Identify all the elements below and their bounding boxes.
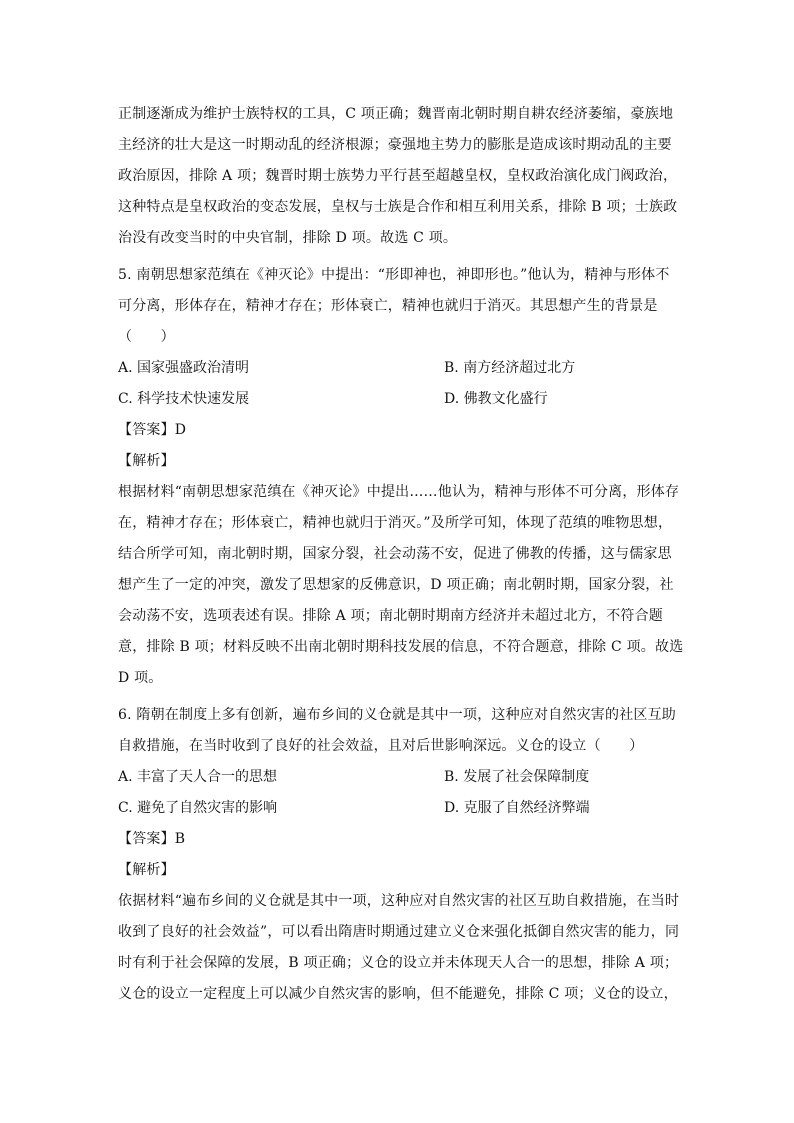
text-line: 5. 南朝思想家范缜在《神灭论》中提出：“形即神也，神即形也。”他认为，精神与形体不 <box>118 267 670 283</box>
option-b: B. 南方经济超过北方 <box>444 360 576 376</box>
question-5-stem <box>118 260 674 353</box>
text-line: 义仓的设立一定程度上可以减少自然灾害的影响，但不能避免，排除 C 项；义仓的设立， <box>118 986 678 1002</box>
options-row <box>118 384 674 415</box>
answer-label: 【答案】B <box>118 831 186 847</box>
text-line: （ ） <box>118 329 175 345</box>
text-line: 根据材料“南朝思想家范缜在《神灭论》中提出……他认为，精神与形体不可分离，形体存 <box>118 484 680 500</box>
answer-label: 【答案】D <box>118 422 187 438</box>
question-6 <box>118 700 680 1010</box>
text-line: 会动荡不安，选项表述有误。排除 A 项；南北朝时期南方经济并未超过北方，不符合题 <box>118 608 664 624</box>
text-line: 时有利于社会保障的发展，B 项正确；义仓的设立并未体现天人合一的思想，排除 A 项； <box>118 955 679 971</box>
option-c: C. 避免了自然灾害的影响 <box>118 800 278 816</box>
question-5 <box>118 260 684 694</box>
analysis-text <box>118 477 684 694</box>
document-body <box>118 99 684 1010</box>
options-row <box>118 793 674 824</box>
option-b: B. 发展了社会保障制度 <box>444 769 590 785</box>
text-line: 可分离，形体存在，精神才存在；形体衰亡，精神也就归于消灭。其思想产生的背景是 <box>118 298 658 314</box>
options-row <box>118 353 674 384</box>
analysis-label: 【解析】 <box>118 453 175 469</box>
text-line: 政治原因，排除 A 项；魏晋时期士族势力平行甚至超越皇权，皇权政治演化成门阀政治， <box>118 168 678 184</box>
text-line: 正制逐渐成为维护士族特权的工具，C 项正确；魏晋南北朝时期自耕农经济萎缩，豪族地 <box>118 106 674 122</box>
text-line: 收到了良好的社会效益”，可以看出隋唐时期通过建立义仓来强化抵御自然灾害的能力，同 <box>118 924 680 940</box>
text-line: 6. 隋朝在制度上多有创新，遍布乡间的义仓就是其中一项，这种应对自然灾害的社区互助 <box>118 707 677 723</box>
option-a: A. 丰富了天人合一的思想 <box>118 769 278 785</box>
option-c: C. 科学技术快速发展 <box>118 391 250 407</box>
option-a: A. 国家强盛政治清明 <box>118 360 250 376</box>
text-line: 想产生了一定的冲突，激发了思想家的反佛意识，D 项正确；南北朝时期，国家分裂，社 <box>118 577 674 593</box>
text-line: 依据材料“遍布乡间的义仓就是其中一项，这种应对自然灾害的社区互助自救措施，在当时 <box>118 893 680 909</box>
text-line: 在，精神才存在；形体衰亡，精神也就归于消灭。”及所学可知，体现了范缜的唯物思想， <box>118 515 673 531</box>
text-line: D 项。 <box>118 670 163 686</box>
option-d: D. 佛教文化盛行 <box>444 391 548 407</box>
question-6-stem <box>118 700 677 762</box>
text-line: 主经济的壮大是这一时期动乱的经济根源；豪强地主势力的膨胀是造成该时期动乱的主要 <box>118 137 672 153</box>
text-line: 自救措施，在当时收到了良好的社会效益，且对后世影响深远。义仓的设立（ ） <box>118 738 644 754</box>
text-line: 这种特点是皇权政治的变态发展，皇权与士族是合作和相互利用关系，排除 B 项；士族政 <box>118 199 678 215</box>
text-line: 结合所学可知，南北朝时期，国家分裂，社会动荡不安，促进了佛教的传播，这与儒家思 <box>118 546 672 562</box>
analysis-label: 【解析】 <box>118 862 175 878</box>
analysis-text <box>118 886 680 1010</box>
options-row <box>118 762 674 793</box>
text-line: 治没有改变当时的中央官制，排除 D 项。故选 C 项。 <box>118 230 458 246</box>
option-d: D. 克服了自然经济弊端 <box>444 800 590 816</box>
text-line: 意，排除 B 项；材料反映不出南北朝时期科技发展的信息，不符合题意，排除 C 项。故选 <box>118 639 684 655</box>
intro-paragraph <box>118 99 678 254</box>
